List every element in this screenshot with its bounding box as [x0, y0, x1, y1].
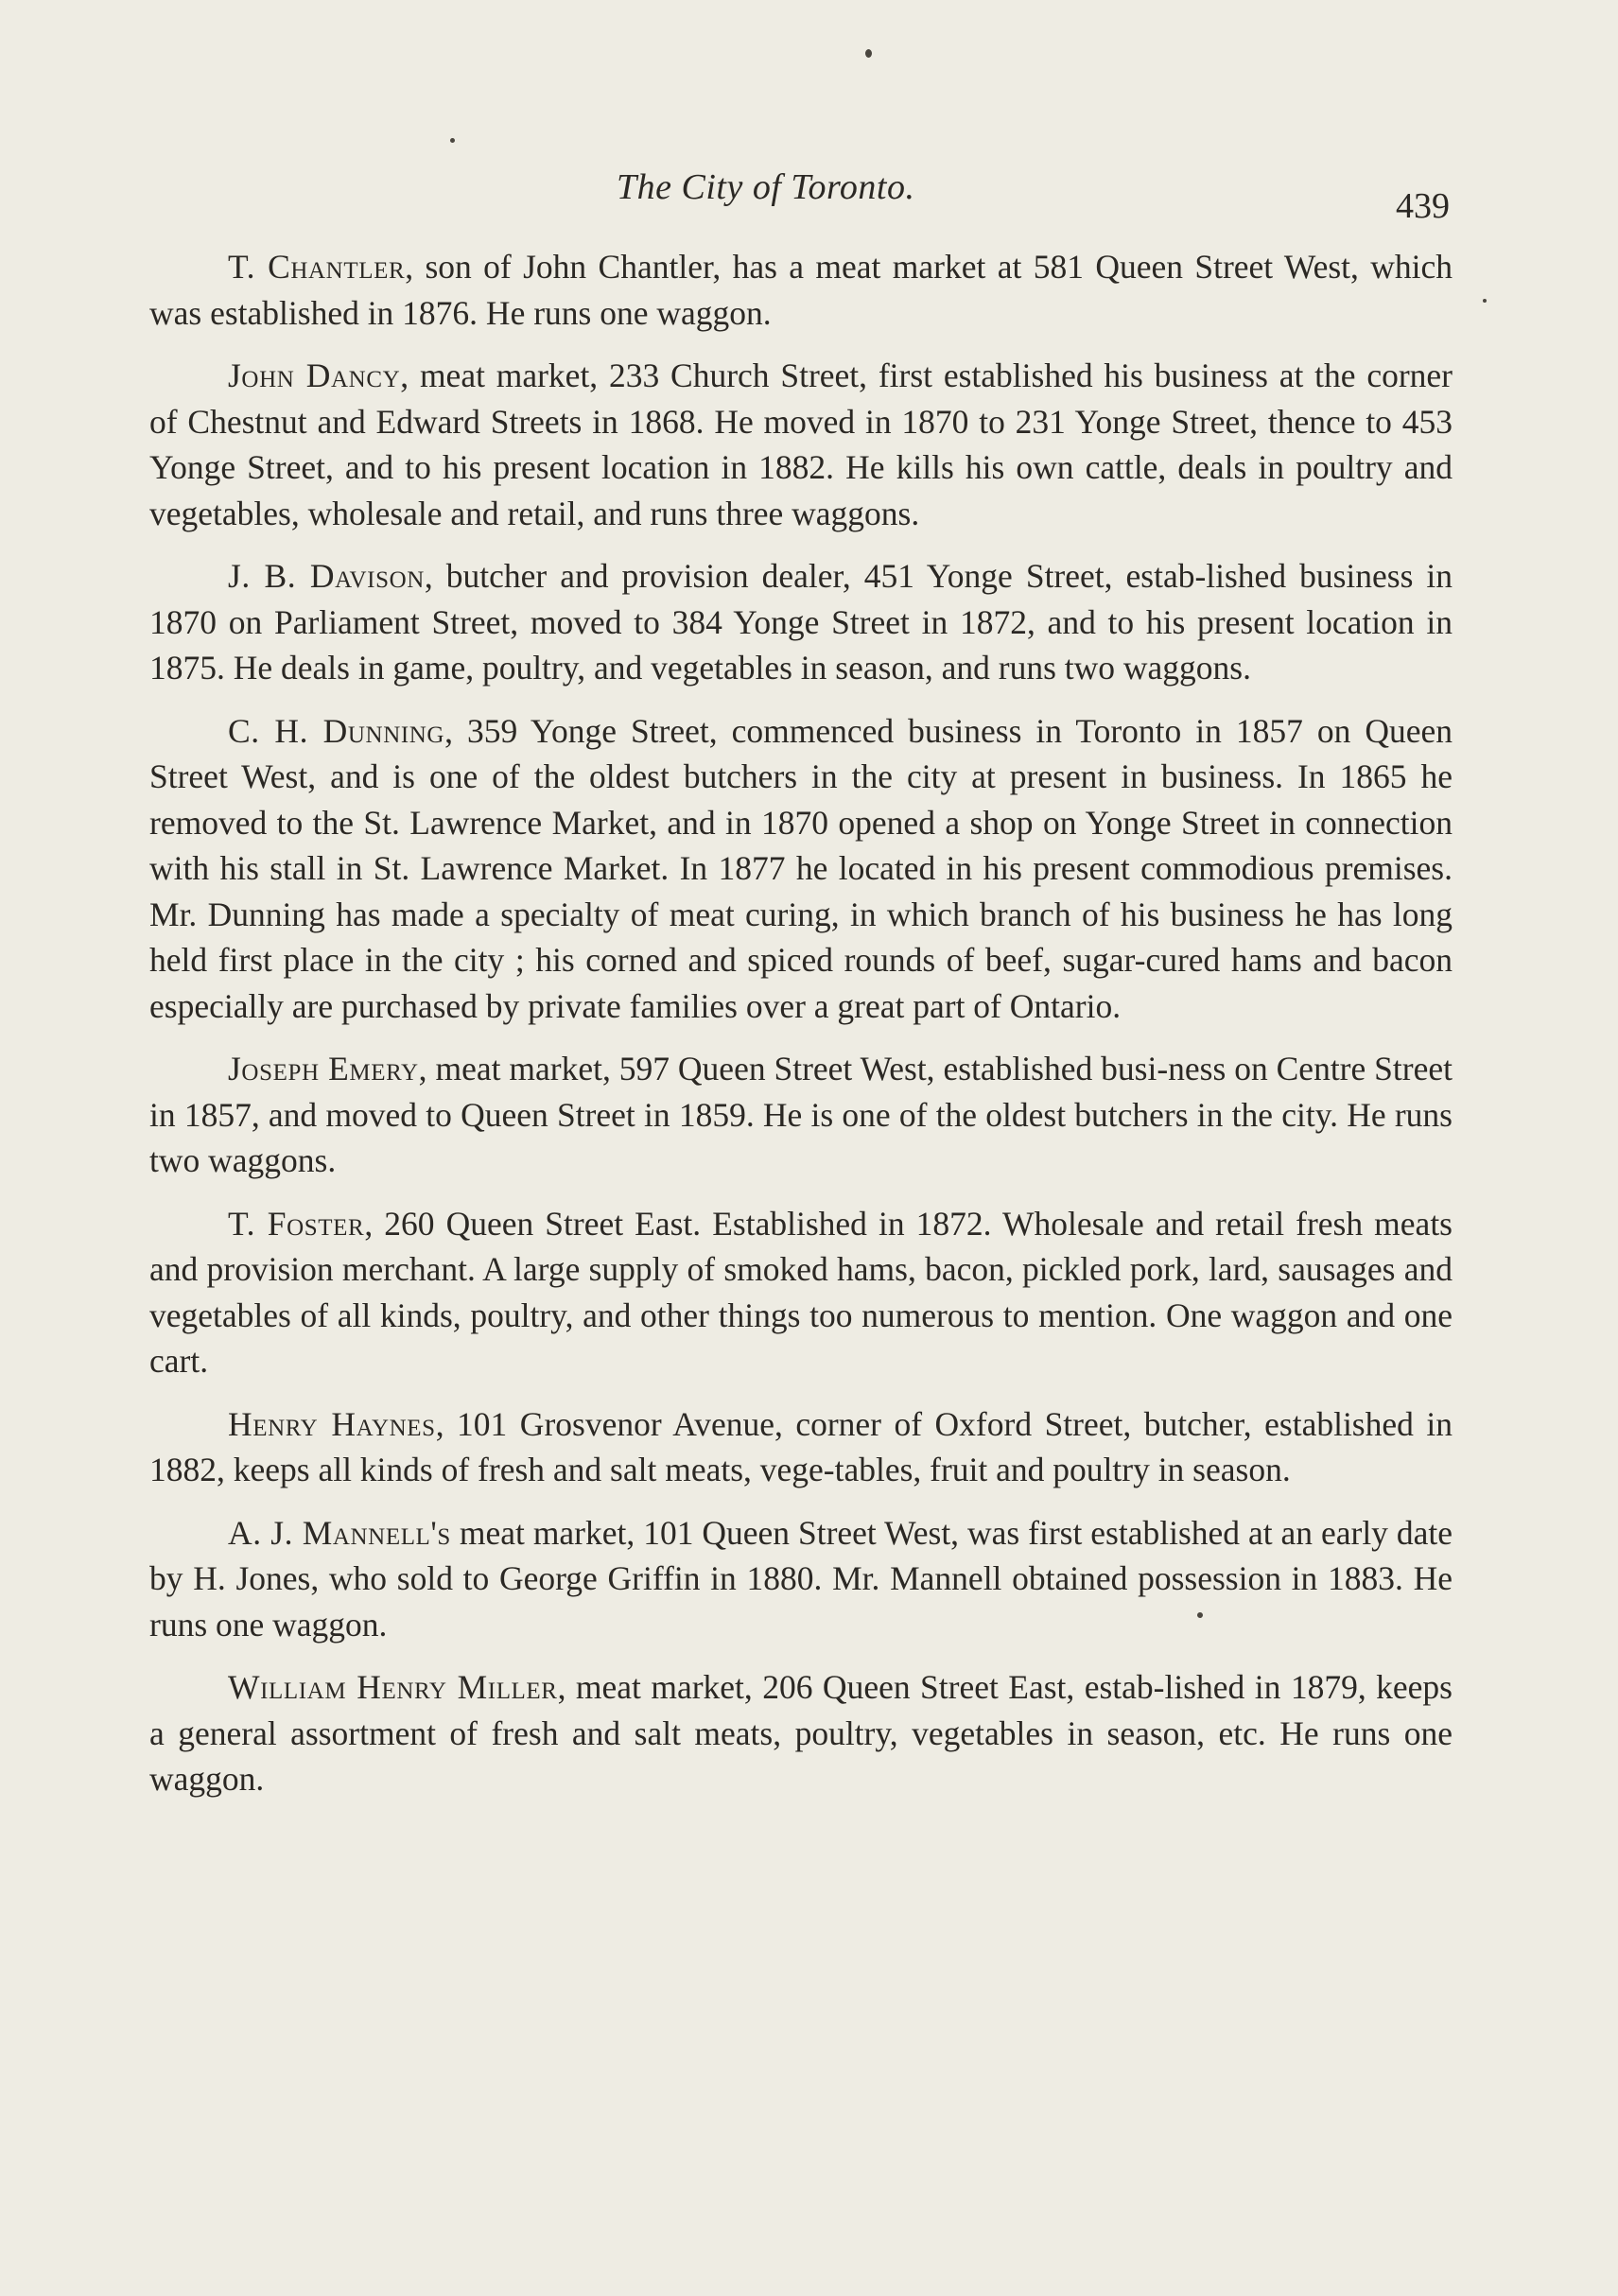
entry-text: , meat market, 233 Church Street, first established his business at the corner of Chestnut and Edward Streets in 1868. He moved in 1870 to 231 Yonge Street, thence to 453 Yonge Street, and to his present location in 1882. He kills his own cattle, deals in poultry and vegetables, wholesale and retail, and runs three waggons. [149, 357, 1453, 532]
entry-foster [149, 1201, 1453, 1384]
entry-mannell [149, 1510, 1453, 1648]
running-title: The City of Toronto. [617, 167, 915, 207]
entry-name: C. H. Dunning [228, 711, 445, 750]
ink-speck [450, 138, 455, 143]
entry-chantler [149, 244, 1453, 336]
page-number: 439 [1396, 186, 1450, 226]
entry-davison [149, 553, 1453, 691]
entry-name: T. Chantler [228, 248, 406, 286]
entry-dancy [149, 353, 1453, 536]
entry-text: , 359 Yonge Street, commenced business in Toronto in 1857 on Queen Street West, and is one of the oldest butchers in the city at present in business. In 1865 he removed to the St. Lawrence Market, and in 1870 opened a shop on Yonge Street in connection with his stall in St. Lawrence Market. In 1877 he located in his present commodious premises. Mr. Dunning has made a specialty of meat curing, in which branch of his business he has long held first place in the city ; his corned and spiced rounds of beef, sugar-cured hams and bacon especially are purchased by private families over a great part of Ontario. [149, 711, 1453, 1025]
entry-emery [149, 1046, 1453, 1184]
entry-name: John Dancy [228, 357, 401, 394]
entry-text: , meat market, 597 Queen Street West, established busi-ness on Centre Street in 1857, and moved to Queen Street in 1859. He is one of the oldest butchers in the city. He runs two waggons. [149, 1050, 1453, 1179]
entry-haynes [149, 1401, 1453, 1493]
entry-name: William Henry Miller [228, 1668, 558, 1706]
entry-text: , 101 Grosvenor Avenue, corner of Oxford Street, butcher, established in 1882, keeps all kinds of fresh and salt meats, vege-tables, fruit and poultry in season. [149, 1404, 1453, 1488]
entry-text: , meat market, 206 Queen Street East, estab-lished in 1879, keeps a general assortment of fresh and salt meats, poultry, vegetables in season, etc. He runs one waggon. [149, 1668, 1453, 1798]
entry-miller [149, 1664, 1453, 1802]
body-text [149, 244, 1453, 1819]
entry-name: Henry Haynes [228, 1404, 436, 1443]
entry-text: , son of John Chantler, has a meat market at 581 Queen Street West, which was established in 1876. He runs one waggon. [149, 248, 1453, 332]
ink-speck [1483, 299, 1487, 303]
ink-speck [865, 49, 872, 58]
entry-name: A. J. Mannell's [228, 1513, 451, 1552]
entry-text: meat market, 101 Queen Street West, was first established at an early date by H. Jones, who sold to George Griffin in 1880. Mr. Mannell obtained possession in 1883. He runs one waggon. [149, 1513, 1453, 1644]
entry-text: , 260 Queen Street East. Established in 1872. Wholesale and retail fresh meats and provision merchant. A large supply of smoked hams, bacon, pickled pork, lard, sausages and vegetables of all kinds, poultry, and other things too numerous to mention. One waggon and one cart. [149, 1204, 1453, 1380]
entry-text: , butcher and provision dealer, 451 Yonge Street, estab-lished business in 1870 on Parliament Street, moved to 384 Yonge Street in 1872, and to his present location in 1875. He deals in game, poultry, and vegetables in season, and runs two waggons. [149, 557, 1453, 687]
entry-name: J. B. Davison [228, 557, 425, 595]
entry-name: T. Foster [228, 1204, 365, 1243]
entry-dunning [149, 708, 1453, 1030]
page-header [0, 163, 1618, 226]
entry-name: Joseph Emery [228, 1050, 419, 1087]
